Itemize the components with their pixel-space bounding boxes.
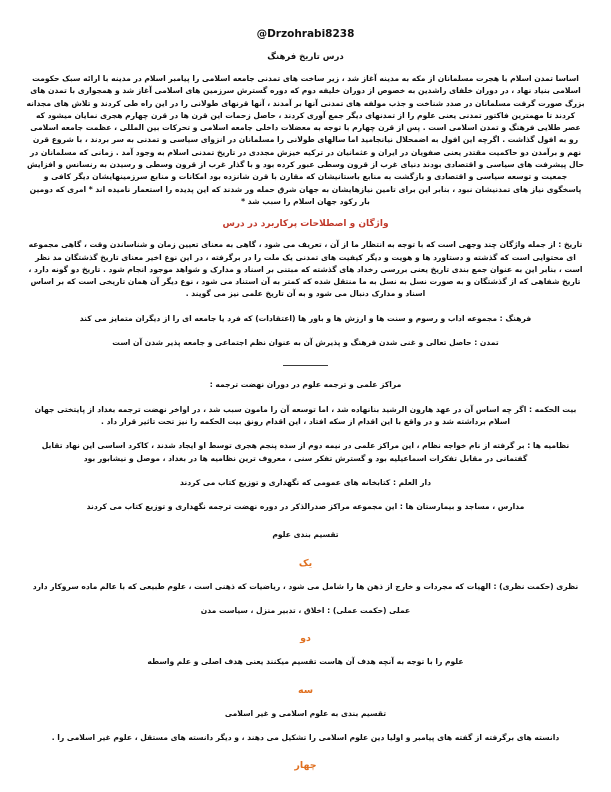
author-handle: @Drzohrabi8238	[256, 28, 355, 40]
history-definition: تاریخ : از جمله واژگان چند وجهی است که با توجه به انتظار ما از آن ، تعریف می شود ، گاهی به معنای تعیین زمان و شناساندن وقت ، گاهی مجموعه ای محتوایی است که گذشته و دستاورد ها و هویت و دیگر کیفیت های تمدنی یک ملت را در برگرفته ، در این نوع اخیر معنای تاریخ گذشتگان مد نظر است ، بنابر این به عنوان جمع بندی تاریخ یعنی بررسی رخداد های گذشته که مبتنی بر اسناد و مدارک و شواهد موجود انجام شود . تاریخ دو گونه دارد ، تاریخ شفاهی که از گذشتگان و به صورت نسل به نسل به ما منتقل شده که کمتر به آن استناد می شود ، نوع دیگر آن همان تاریخی است که بر اساس اسناد و مدارک دنبال می شود و به آن تاریخ علمی نیز می گویند .	[28, 240, 583, 299]
number-three-label: سه	[297, 684, 314, 696]
islamic-classification-text: تقسیم بندی به علوم اسلامی و غیر اسلامی	[224, 708, 387, 718]
number-one-label: یک	[298, 557, 313, 569]
page-title: درس تاریخ فرهنگ	[267, 52, 344, 62]
theoretical-wisdom-text: نظری (حکمت نظری) : الهیات که مجردات و خارج از ذهن ها را شامل می شود ، ریاضیات که ذهنی است ، علوم طبیعی که با عالم ماده سروکار دارد	[32, 581, 579, 591]
centers-heading: مراکز علمی و ترجمه علوم در دوران نهضت ترجمه :	[209, 380, 402, 390]
vocab-heading: واژگان و اصطلاحات پرکاربرد در درس	[222, 219, 389, 230]
practical-wisdom-text: عملی (حکمت عملی) : اخلاق ، تدبیر منزل ، سیاست مدن	[200, 606, 411, 616]
section-separator: __________	[283, 357, 328, 368]
dar-al-ilm-paragraph: دار العلم : کتابخانه های عمومی که نگهداری و توزیع کتاب می کردند	[180, 477, 431, 487]
number-two-label: دو	[300, 633, 311, 645]
nizamiyya-paragraph: نظامیه ها : بر گرفته از نام خواجه نظام ، این مراکز علمی در نیمه دوم از سده پنجم هجری توسط او ایجاد شدند ، کاکرد اساسی این نهاد تقابل گفتمانی در مقابل تفکرات اسماعیلیه بود و گسترش تفکر سنی ، معروف ترین نظامیه ها در بغداد ، موصل و نیشابور بود	[41, 441, 570, 463]
intro-paragraph: اساسا تمدن اسلام با هجرت مسلمانان از مکه به مدینه آغاز شد ، زیر ساخت های تمدنی جامعه اسلامی را پیامبر اسلام در مدینه با ارائه سبک حکومت اسلامی بنیاد نهاد ، در دوران خلفای راشدین به خصوص از دوران خلیفه دوم که دوره گسترش سرزمین های اسلامی آغاز شد و همجواری با تمدن های بزرگ صورت گرفت مسلمانان در صدد شناخت و جذب مولفه های تمدنی آنها بر آمدند ، آنها قرنهای طولانی را در این راه طی کردند و تلاش های مجدانه کردند تا مهمترین فاکتور تمدنی یعنی علوم را از تمدنهای دیگر جمع آوری کردند ، حاصل زحمات این قرن ها در قرن چهارم هجری نمایان میشود که عصر طلایی فرهنگ و تمدن اسلامی است . پس از قرن چهارم با توجه به معضلات داخلی جامعه اسلامی و تحرکات بین المللی ، عظمت جامعه اسلامی رو به افول گذاشت . اگرچه این افول به اضمحلال نیانجامید اما سالهای طولانی را مسلمانان در انزوای سیاسی و تمدنی به سر بردند ، با شروع قرن نهم و برآمدن دو حاکمیت مقتدر یعنی صفویان در ایران و عثمانیان در ترکیه خیزش مجددی در تاریخ تمدنی اسلام به وجود آمد . زمانی که مسلمانان در حال پیشرفت های سیاسی و اقتصادی بودند دنیای غرب از قرون وسطی عبور کرده بود و با گذار غرب از قرون وسطی و رسیدن به رنسانس و افزایش جمعیت و توسعه سیاسی و اقتصادی و بازگشت به منابع باستانیشان که مقارن با قرن شانزده بود امکانات و منابع سرزمینهایشان دیگر کافی و پاسخگوی نیاز های تمدنیشان نبود ، بنابر این برای تامین نیازهایشان به جهان شرق حمله ور شدند که این پدیده را استعمار نامیده اند * امری که دومین بار رکود جهان اسلام را سبب شد *	[26, 74, 585, 206]
number-four-label: چهار	[294, 760, 317, 772]
civilization-definition: تمدن : حاصل تعالی و غنی شدن فرهنگ و پذیرش آن به عنوان نظم اجتماعی و جامعه پذیر شدن آن است	[112, 338, 499, 348]
classification-heading: تقسیم بندی علوم	[272, 530, 339, 540]
culture-definition: فرهنگ : مجموعه اداب و رسوم و سنت ها و ارزش ها و باور ها (اعتقادات) که فرد یا جامعه ای را از دیگران متمایز می کند	[79, 313, 532, 323]
goal-classification-text: علوم را با توجه به آنچه هدف آن هاست تقسیم میکنند یعنی هدف اصلی و علم واسطه	[147, 657, 464, 667]
bayt-al-hikma-paragraph: بیت الحکمه : اگر چه اساس آن در عهد هارون الرشید بنانهاده شد ، اما توسعه آن را مامون سبب شد ، در اواخر نهضت ترجمه بغداد از پایتختی جهان اسلام برداشته شد و در واقع با این اقدام از سکه افتاد ، این اقدام رونق بیت الحکمه را نیز تحت تاثیر قرار داد .	[34, 404, 577, 426]
islamic-detail-text: دانسته های برگرفته از گفته های پیامبر و اولیا دین علوم اسلامی را تشکیل می دهند ، و دیگر دانسته های مستقل ، علوم غیر اسلامی را .	[51, 732, 560, 742]
schools-paragraph: مدارس ، مساجد و بیمارستان ها : این مجموعه مراکز صدرالذکر در دوره نهضت ترجمه نگهداری و توزیع کتاب می کردند	[86, 502, 525, 512]
